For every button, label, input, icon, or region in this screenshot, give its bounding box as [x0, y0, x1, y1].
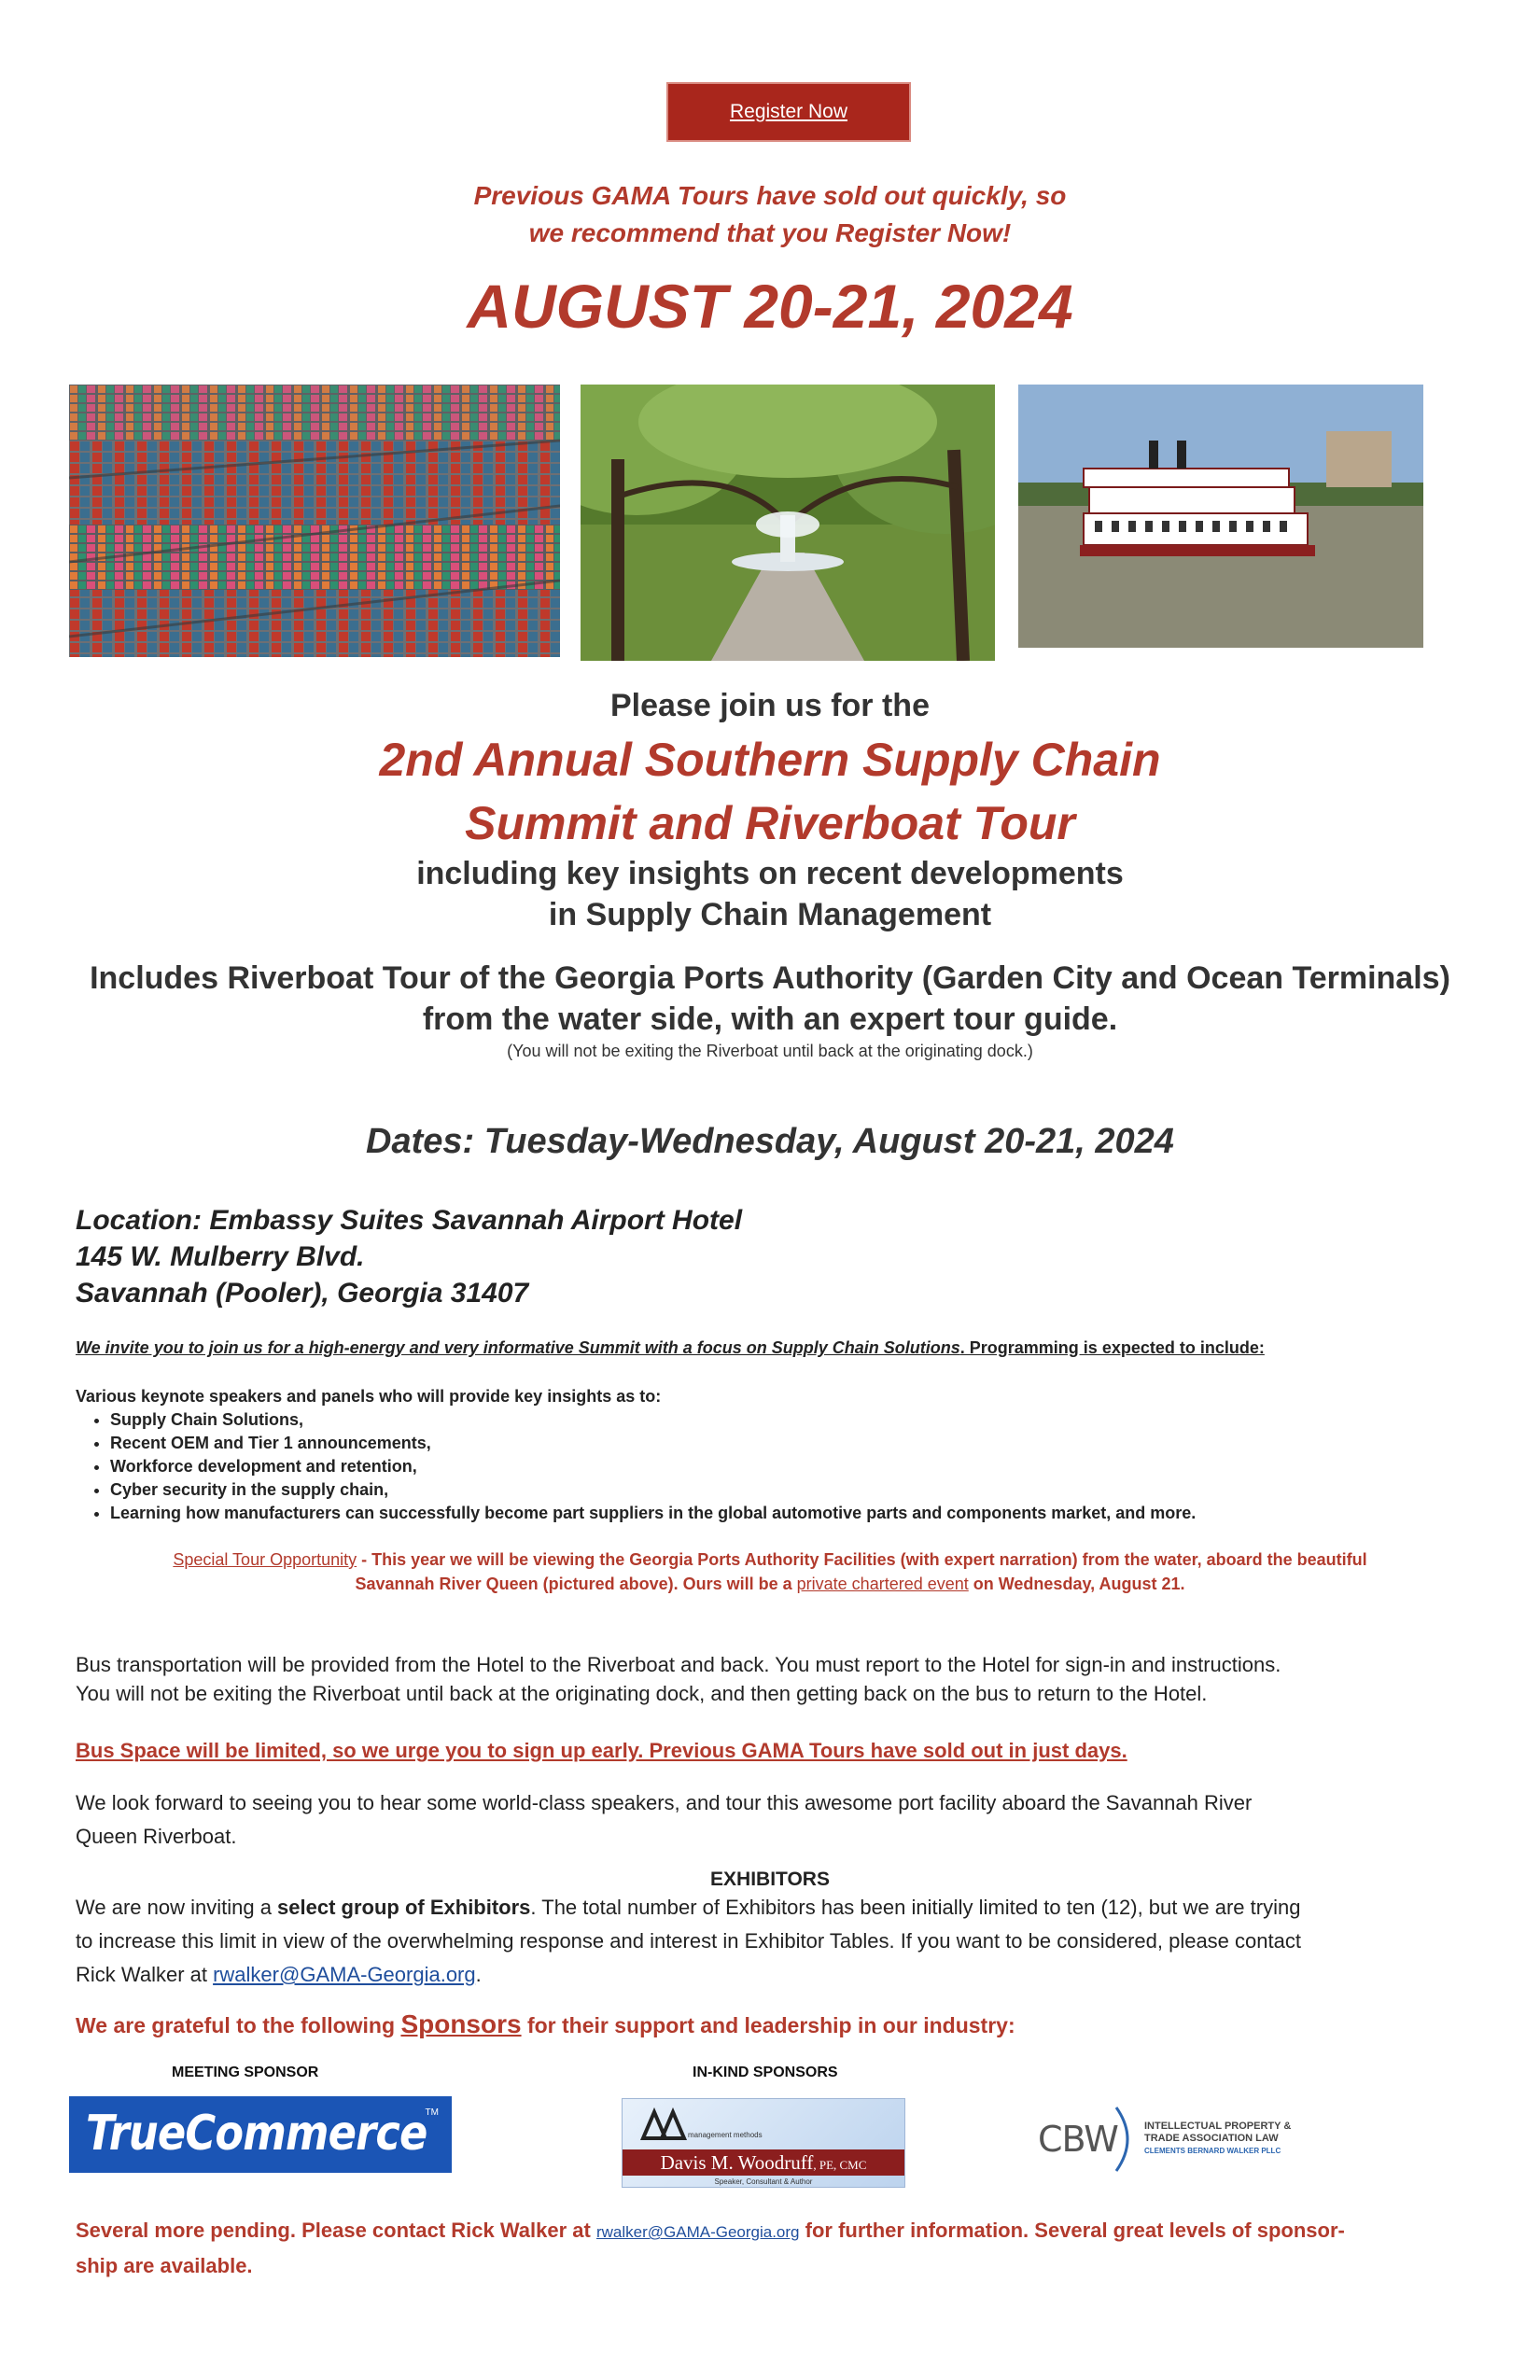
register-now-button[interactable]: Register Now [666, 82, 911, 142]
footer-text-2: for further information. Several great levels of sponsor- [799, 2219, 1345, 2242]
exhibitors-text-3: Rick Walker at [76, 1963, 214, 1986]
private-event-link[interactable]: private chartered event [796, 1575, 969, 1593]
davis-name-bar [623, 2149, 904, 2176]
keynote-intro: Various keynote speakers and panels who will provide key insights as to: [76, 1387, 662, 1406]
special-tour-text-3: on Wednesday, August 21. [968, 1575, 1185, 1593]
davis-tagline: Speaker, Consultant & Author [714, 2177, 813, 2186]
cbw-tagline [1144, 2121, 1291, 2157]
intro-line-2: we recommend that you Register Now! [528, 218, 1012, 247]
exhibitors-bold: select group of Exhibitors [277, 1896, 531, 1919]
sponsors-line [76, 2009, 1015, 2041]
footer-line-2: ship are available. [76, 2254, 253, 2277]
cbw-line-2: TRADE ASSOCIATION LAW [1144, 2133, 1279, 2144]
truecommerce-logo [69, 2096, 452, 2173]
davis-woodruff-logo [622, 2098, 905, 2188]
container-port-photo [69, 385, 560, 657]
meeting-sponsor-label: MEETING SPONSOR [172, 2065, 319, 2080]
bus-line-2: You will not be exiting the Riverboat until back at the originating dock, and then getting back on the bus to return to the Hotel. [76, 1682, 1208, 1705]
look-forward-paragraph [76, 1786, 1252, 1854]
cbw-line-3: CLEMENTS BERNARD WALKER PLLC [1144, 2147, 1281, 2155]
event-date-banner: AUGUST 20-21, 2024 [467, 272, 1073, 341]
location-line-1: Location: Embassy Suites Savannah Airport Hotel [76, 1205, 743, 1236]
location-block [76, 1202, 742, 1311]
exhibitors-line-2: to increase this limit in view of the overwhelming response and interest in Exhibitor Tables. If you want to be considered, please contact [76, 1929, 1301, 1953]
exhibitors-text-1: We are now inviting a [76, 1896, 278, 1919]
riverboat-photo [1018, 385, 1423, 648]
contact-email-link[interactable]: rwalker@GAMA-Georgia.org [213, 1963, 476, 1986]
mm-emblem-icon [639, 2105, 695, 2142]
truecommerce-wordmark: TrueCommerce [86, 2106, 427, 2162]
bus-paragraph [76, 1650, 1281, 1708]
list-item: • Recent OEM and Tier 1 announcements, [110, 1432, 1476, 1455]
event-title-line-1: 2nd Annual Southern Supply Chain [379, 734, 1161, 786]
sponsors-text-1: We are grateful to the following [76, 2013, 401, 2037]
look-forward-line-1: We look forward to seeing you to hear some world-class speakers, and tour this awesome port facility aboard the Savannah River [76, 1791, 1253, 1814]
intro-line-1: Previous GAMA Tours have sold out quickly, so [473, 181, 1067, 210]
bus-line-1: Bus transportation will be provided from the Hotel to the Riverboat and back. You must report to the Hotel for sign-in and instructions. [76, 1653, 1281, 1676]
footer-text-1: Several more pending. Please contact Rick Walker at [76, 2219, 596, 2242]
footer-note [76, 2214, 1476, 2283]
tour-description-line-2: from the water side, with an expert tour guide. [422, 1001, 1118, 1037]
join-text: Please join us for the [610, 688, 930, 723]
keynote-topics-list [76, 1408, 1476, 1525]
footer-email-link[interactable]: rwalker@GAMA-Georgia.org [595, 2223, 800, 2241]
list-item: • Cyber security in the supply chain, [110, 1478, 1476, 1502]
list-item: • Supply Chain Solutions, [110, 1408, 1476, 1432]
exhibitors-heading: EXHIBITORS [710, 1869, 830, 1890]
event-subtitle [0, 853, 1540, 935]
intro-text [0, 177, 1540, 252]
keynote-section [76, 1385, 1476, 1525]
special-tour-text-2: Savannah River Queen (pictured above). Ours will be a [355, 1575, 797, 1593]
invite-rest: . Programming is expected to include: [959, 1338, 1265, 1357]
list-item: • Learning how manufacturers can successfully become part suppliers in the global automotive parts and components market, and more. [110, 1502, 1476, 1525]
event-title-line-2: Summit and Riverboat Tour [465, 797, 1075, 849]
management-methods-text: management methods [688, 2131, 763, 2139]
cbw-logo [1038, 2102, 1318, 2177]
event-title [0, 728, 1540, 855]
tour-description-line-1: Includes Riverboat Tour of the Georgia Ports Authority (Garden City and Ocean Terminals) [90, 960, 1450, 996]
sponsors-link[interactable]: Sponsors [400, 2009, 522, 2038]
trademark-symbol: TM [425, 2107, 439, 2118]
special-tour-note [0, 1547, 1540, 1596]
cbw-wordmark: CBW [1038, 2119, 1118, 2160]
location-line-3: Savannah (Pooler), Georgia 31407 [76, 1278, 529, 1309]
invite-italic: We invite you to join us for a high-energy and very informative Summit with a focus on Supply Chain Solutions [76, 1338, 960, 1357]
look-forward-line-2: Queen Riverboat. [76, 1825, 237, 1848]
cbw-line-1: INTELLECTUAL PROPERTY & [1144, 2121, 1292, 2132]
bus-warning: Bus Space will be limited, so we urge you to sign up early. Previous GAMA Tours have sold out in just days. [76, 1739, 1127, 1762]
special-tour-text-1: - This year we will be viewing the Georgia Ports Authority Facilities (with expert narration) from the water, aboard the beautiful [357, 1550, 1367, 1569]
exhibitors-text-4: . [475, 1963, 482, 1986]
special-tour-link[interactable]: Special Tour Opportunity [173, 1550, 357, 1569]
exhibitors-paragraph [76, 1891, 1301, 1992]
davis-name: Davis M. Woodruff [660, 2151, 814, 2174]
inkind-sponsors-label: IN-KIND SPONSORS [693, 2065, 838, 2080]
park-fountain-photo [581, 385, 995, 661]
event-subtitle-line-2: in Supply Chain Management [548, 897, 992, 932]
event-subtitle-line-1: including key insights on recent developments [416, 856, 1124, 891]
davis-credentials: , PE, CMC [813, 2158, 867, 2172]
list-item: • Workforce development and retention, [110, 1455, 1476, 1478]
tour-note: (You will not be exiting the Riverboat until back at the originating dock.) [507, 1042, 1033, 1060]
exhibitors-text-2: . The total number of Exhibitors has been initially limited to ten (12), but we are trying [530, 1896, 1301, 1919]
dates-line: Dates: Tuesday-Wednesday, August 20-21, 2024 [366, 1122, 1174, 1161]
invite-line [76, 1337, 1265, 1359]
location-line-2: 145 W. Mulberry Blvd. [76, 1241, 365, 1272]
sponsors-text-2: for their support and leadership in our industry: [521, 2013, 1015, 2037]
tour-description [0, 958, 1540, 1040]
